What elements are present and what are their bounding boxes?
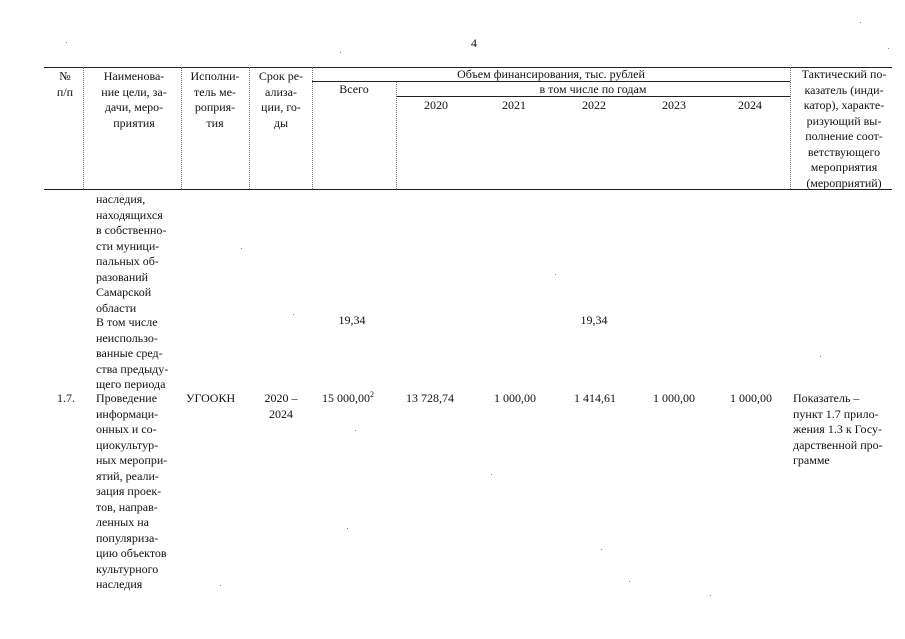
row-name: В том числе неиспользо- ванные сред- ства предыду- щего периода [96,315,169,391]
scan-speck [710,595,711,596]
scan-speck [293,314,294,315]
header-year-2023: 2023 [662,98,686,112]
header-term: Срок ре- ализа- ции, го- ды [258,69,304,130]
col-divider [83,67,84,189]
scan-speck [66,42,67,43]
row-total: 19,34 [338,313,366,327]
scan-speck [601,549,602,550]
header-executor: Исполни- тель ме- роприя- тия [190,69,240,130]
row-2022: 19,34 [580,313,608,327]
row-2024: 1 000,00 [730,391,772,405]
row-total: 15 000,00$^2$ [322,390,374,405]
header-bottom-border [44,189,892,190]
header-indicator: Тактический по- казатель (инди- катор), характе- ризующий вы- полнение соот- ветствующего мероприятия (мероприятий) [801,67,887,190]
header-name: Наименова- ние цели, за- дачи, меро- приятия [101,69,167,130]
header-year-2024: 2024 [738,98,762,112]
row-name: Проведение информаци- онных и со- циокультур- ных меропри- ятий, реали- зация проек- тов, направ- ленных на популяриза- цию объектов культурного наследия [96,391,168,591]
scan-speck [491,474,492,475]
footnote-mark: 2 [370,390,374,399]
row-number: 1.7. [57,391,75,405]
col-divider [396,82,397,189]
row-2021: 1 000,00 [494,391,536,405]
row-2020: 13 728,74 [406,391,454,405]
row-term: 2020 – 2024 [264,391,298,421]
header-total: Всего [339,82,369,96]
scan-speck [241,248,242,249]
scan-speck [860,22,861,23]
header-year-2021: 2021 [502,98,526,112]
scan-speck [355,430,356,431]
row-2022: 1 414,61 [574,391,616,405]
scan-speck [629,581,630,582]
scan-speck [555,274,556,275]
scan-speck [888,48,889,49]
row-executor: УГООКН [186,391,236,405]
scan-speck [820,356,821,357]
scan-speck [220,585,221,586]
scan-speck [340,52,341,53]
header-funding: Объем финансирования, тыс. рублей [457,67,645,81]
header-year-2022: 2022 [582,98,606,112]
row-indicator: Показатель – пункт 1.7 прило- жения 1.3 к Госу- дарственной про- грамме [793,391,883,467]
row-2023: 1 000,00 [653,391,695,405]
header-by-years: в том числе по годам [539,82,647,96]
page-number: 4 [471,36,477,50]
row-continuation-name: наследия, находящихся в собственно- сти муници- пальных об- разований Самарской области [96,192,167,315]
header-year-2020: 2020 [424,98,448,112]
header-number: № п/п [56,69,74,99]
scan-speck [347,528,348,529]
